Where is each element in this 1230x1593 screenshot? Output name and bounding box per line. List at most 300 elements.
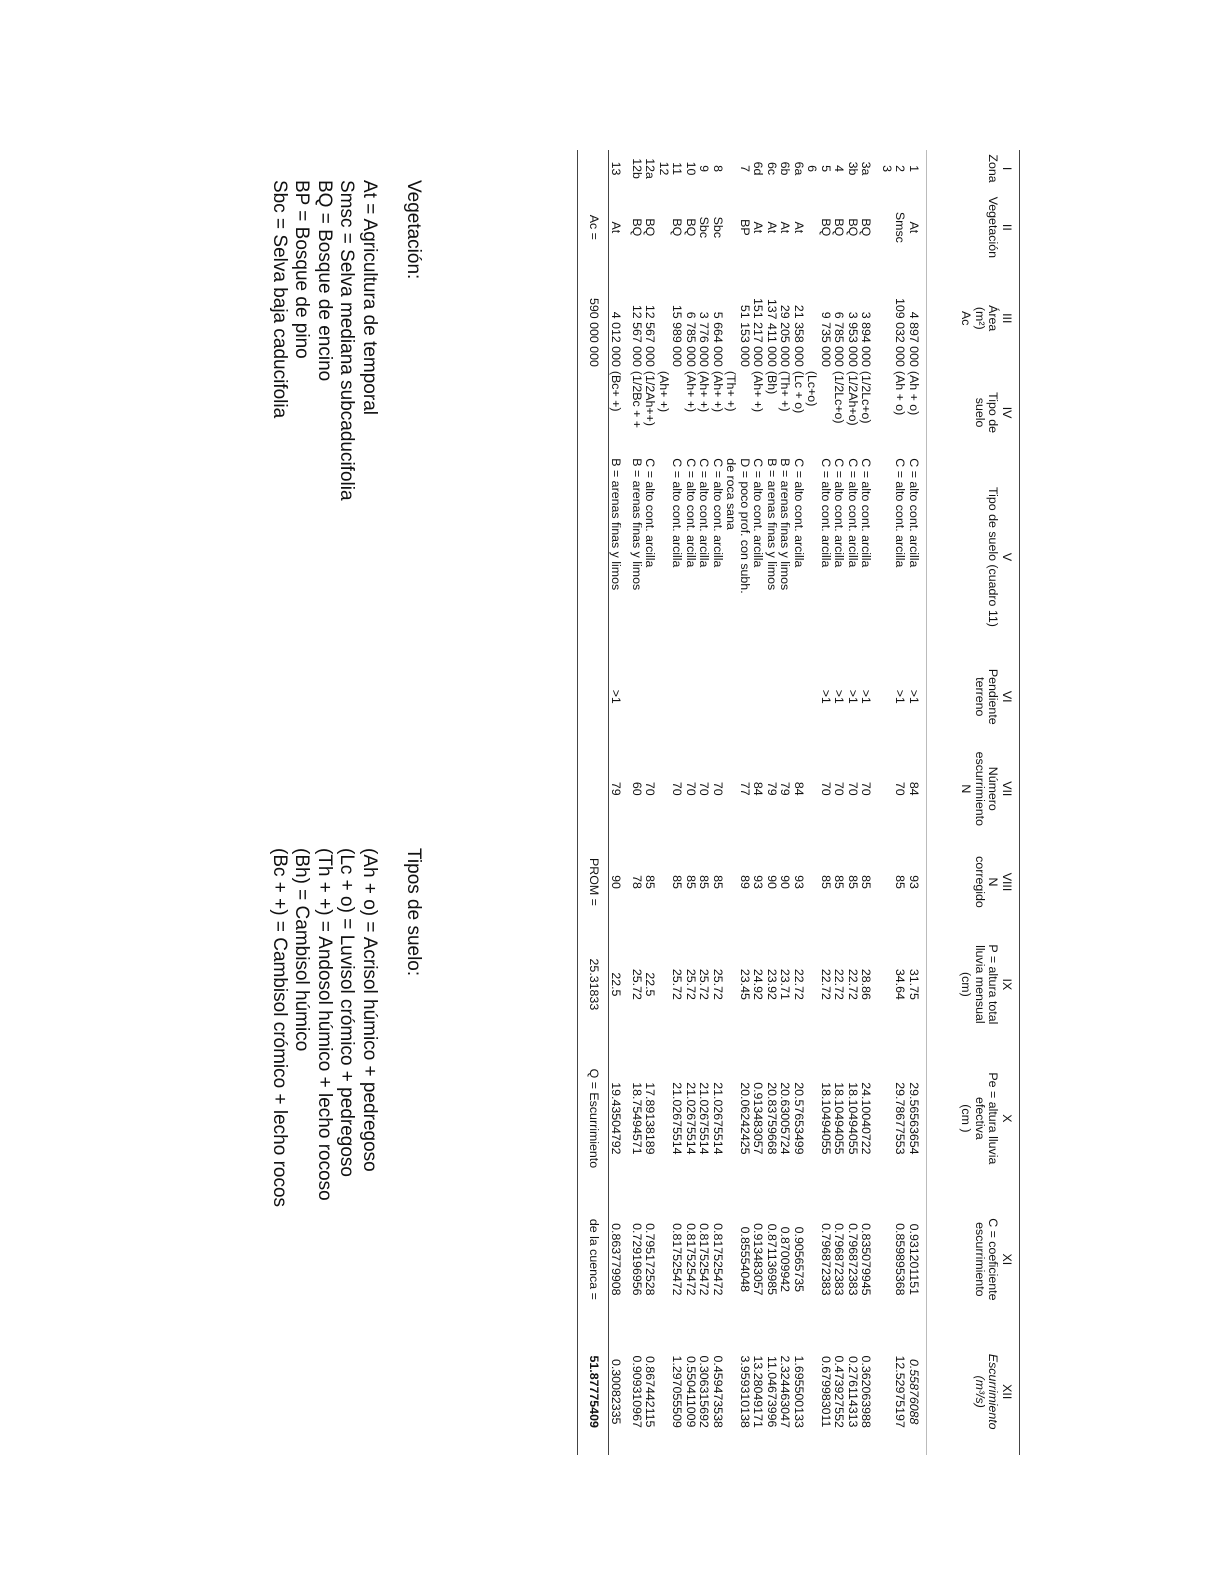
table-cell [724, 922, 738, 1046]
table-cell: (1/2Ah++) [643, 370, 658, 426]
table-cell: BQ [670, 218, 685, 237]
table-cell: At [907, 221, 921, 234]
soil-item: (Ah + o) = Acrisol húmico + pedregoso [359, 848, 380, 1172]
table-cell: 70 [697, 781, 712, 796]
table-row [609, 150, 623, 1455]
table-cell: 70 [670, 781, 685, 796]
header-line: Tipo de [986, 392, 1001, 434]
vegetation-item: At = Agricultura de temporal [359, 180, 380, 415]
table-cell: 0.817525472 [670, 1223, 685, 1296]
table-cell: BQ [859, 218, 874, 237]
header-line: N [986, 877, 1001, 887]
table-cell: 0.306315692 [697, 1355, 712, 1428]
table-cell: 8 [711, 165, 725, 172]
table-cell: 11.04673996 [765, 1355, 779, 1428]
table-cell: 20.06242425 [738, 1082, 752, 1155]
table-cell: At [765, 221, 779, 234]
spacer-row [873, 150, 880, 1455]
table-cell: 0.796872383 [819, 1223, 833, 1296]
table-cell [880, 456, 894, 657]
table-cell [697, 658, 711, 736]
header-line: VII [1000, 781, 1014, 797]
table-cell: 20.83759668 [765, 1082, 779, 1155]
table-cell: B = arenas finas y limos [630, 458, 644, 591]
header-line: (m²) [972, 306, 987, 330]
table-cell: 1.695500133 [792, 1355, 806, 1428]
table-cell: >1 [832, 689, 847, 704]
table-body [609, 150, 927, 1455]
column-header [927, 736, 1020, 842]
table-cell [657, 658, 671, 736]
vegetation-item: Sbc = Selva baja caducifolia [269, 180, 290, 419]
table-cell: 18.75494571 [630, 1082, 644, 1155]
table-cell: C = alto cont. arcilla [792, 458, 806, 568]
table-cell: 6d [751, 161, 766, 176]
table-cell: 3b [846, 161, 860, 176]
table-cell [880, 658, 894, 736]
table-cell: (Th+ +) [778, 370, 793, 412]
table-cell: 0.863779908 [609, 1223, 624, 1296]
table-cell: 85 [697, 875, 712, 889]
table-cell: 12 567 000 [643, 304, 658, 367]
spacer-row [623, 150, 630, 1455]
table-cell [880, 1047, 894, 1191]
table-cell: 25.72 [711, 968, 725, 1000]
table-cell: 3 776 000 [697, 311, 712, 367]
table-cell: 25.72 [684, 968, 698, 1000]
table-cell: 70 [893, 781, 908, 796]
table-cell [805, 268, 819, 369]
table-cell: 21.02675514 [711, 1082, 725, 1155]
table-cell [724, 658, 738, 736]
table-cell: 0.835079945 [859, 1223, 874, 1296]
table-cell: (Ah+ +) [697, 370, 712, 413]
table-cell: 12a [643, 158, 658, 179]
prom-label: PROM = [578, 842, 609, 923]
table-cell: 89 [738, 875, 752, 889]
table-cell: 25.72 [630, 968, 644, 1000]
header-line: III [1000, 313, 1014, 324]
soils-title: Tipos de suelo: [403, 848, 424, 977]
table-cell: C = alto cont. arcilla [907, 458, 921, 568]
table-cell: 0.276114313 [846, 1355, 860, 1428]
table-cell: (Ah+ +) [684, 370, 698, 413]
table-cell [657, 1047, 671, 1191]
table-cell [670, 658, 684, 736]
table-cell: 85 [711, 875, 725, 889]
table-cell: 0.859895368 [893, 1223, 908, 1296]
table-cell: 22.72 [819, 968, 833, 1000]
column-header [927, 1190, 1020, 1328]
table-cell: 6a [792, 161, 806, 176]
soil-item: (Th + +) = Andosol húmico + lecho rocoso [314, 848, 335, 1201]
table-cell: 28.86 [859, 968, 874, 1000]
soils-list [268, 848, 381, 1207]
table-cell: 70 [711, 781, 725, 796]
ac-value: 590 000 000 [578, 268, 609, 369]
table-cell [880, 268, 894, 369]
table-cell: 85 [893, 875, 908, 889]
table-cell: C = alto cont. arcilla [670, 458, 685, 568]
table-cell: >1 [609, 689, 624, 704]
table-cell [778, 658, 792, 736]
table-cell: B = arenas finas y limos [778, 458, 793, 591]
column-header [927, 187, 1020, 268]
table-cell: At [778, 221, 793, 234]
table-cell: 21 358 000 [792, 304, 806, 367]
table-cell: >1 [859, 689, 874, 704]
table-cell: 9 735 000 [819, 311, 833, 367]
table-cell: 0.795172528 [643, 1223, 658, 1296]
table-cell [738, 369, 752, 456]
table-cell: (Ah+ +) [751, 370, 766, 413]
vegetation-item: Smsc = Selva mediana subcaducifolia [336, 180, 358, 501]
table-row [792, 150, 806, 1455]
table-cell: (1/2Lc+o) [859, 370, 874, 424]
header-line: suelo [972, 397, 987, 428]
table-cell: 4 897 000 [907, 311, 921, 367]
table-cell: 90 [765, 875, 779, 889]
table-row [846, 150, 860, 1455]
table-cell: 6 785 000 [684, 311, 698, 367]
table-cell: (Lc + o) [792, 370, 806, 414]
table-cell [805, 1328, 819, 1455]
table-cell: 4 012 000 [609, 311, 624, 367]
table-cell [880, 736, 894, 842]
table-cell: 24.92 [751, 968, 766, 1000]
table-cell: 93 [751, 875, 766, 889]
table-cell [630, 658, 644, 736]
table-cell: 0.796872383 [832, 1223, 847, 1296]
table-cell: >1 [893, 689, 908, 704]
table-cell [724, 150, 738, 187]
soil-item: (Bh) = Cambisol húmico [291, 848, 313, 1052]
table-cell: 0.871136985 [765, 1223, 779, 1296]
table-cell: 21.02675514 [684, 1082, 698, 1155]
column-header [927, 268, 1020, 369]
vegetation-title: Vegetación: [403, 180, 424, 280]
column-header [927, 842, 1020, 923]
table-cell: 85 [859, 875, 874, 889]
table-row [711, 150, 725, 1455]
table-cell: (Ah+ +) [711, 370, 725, 413]
table-cell: 20.57653499 [792, 1082, 806, 1155]
table-cell: BQ [832, 218, 847, 237]
header-line: Vegetación [986, 196, 1001, 259]
header-line: XI [1000, 1253, 1014, 1266]
header-line: I [1000, 166, 1014, 171]
table-cell: C = alto cont. arcilla [832, 458, 847, 568]
column-header [927, 1328, 1020, 1455]
header-line: IV [1000, 406, 1014, 419]
table-row [907, 150, 927, 1455]
table-cell: 85 [684, 875, 698, 889]
table-cell [724, 1047, 738, 1191]
table-cell: 0.817525472 [684, 1223, 698, 1296]
table-cell: 70 [643, 781, 658, 796]
table-cell [805, 842, 819, 923]
table-cell: 0.931201151 [907, 1223, 921, 1296]
table-cell: 25.72 [670, 968, 685, 1000]
table-cell: 22.72 [846, 968, 860, 1000]
table-cell: 79 [609, 781, 624, 796]
table-cell: 70 [846, 781, 860, 796]
table-row [893, 150, 907, 1455]
header-line: VI [1000, 690, 1014, 703]
soil-item: (Bc + +) = Cambisol crómico + lecho rocos [269, 848, 290, 1208]
table-row [724, 150, 738, 1455]
table-cell: 29.78677553 [893, 1082, 908, 1155]
table-cell: 109 032 000 [893, 297, 908, 367]
header-line: V [1000, 552, 1014, 562]
table-cell: 90 [609, 875, 624, 889]
header-line: II [1000, 223, 1014, 231]
header-line: N [959, 784, 974, 794]
table-cell: (Ah + o) [893, 370, 908, 416]
table-cell: 22.5 [643, 972, 658, 997]
table-cell: 7 [738, 165, 752, 172]
table-cell: 12 567 000 [630, 304, 644, 367]
table-cell [880, 369, 894, 456]
table-cell: 22.72 [792, 968, 806, 1000]
table-cell: 85 [670, 875, 685, 889]
table-cell: 51 153 000 [738, 304, 752, 367]
table-cell: 24.10040722 [859, 1082, 874, 1155]
table-cell: 84 [907, 781, 921, 796]
rotated-page [240, 150, 1020, 1480]
table-cell: 60 [630, 781, 644, 796]
table-row [859, 150, 873, 1455]
runoff-table [577, 150, 1020, 1455]
q-label-2: de la cuenca = [578, 1190, 609, 1328]
table-cell: 0.55876088 [907, 1358, 921, 1425]
header-line: (m³/s) [972, 1375, 987, 1408]
table-cell: 2.324463047 [778, 1355, 793, 1428]
table-cell: 0.90565735 [792, 1226, 806, 1293]
table-row [819, 150, 833, 1455]
table-cell: 0.30082335 [609, 1358, 624, 1425]
table-row [670, 150, 684, 1455]
table-cell: 84 [751, 781, 766, 796]
header-line: Número [986, 766, 1001, 811]
table-cell: 0.817525472 [697, 1223, 712, 1296]
table-cell: C = alto cont. arcilla [751, 458, 766, 568]
table-cell: 3 953 000 [846, 311, 860, 367]
table-cell: (Bh) [765, 370, 779, 395]
header-line: Zona [986, 154, 1001, 183]
table-cell: 0.729196956 [630, 1223, 644, 1296]
table-cell [880, 1328, 894, 1455]
table-cell [805, 1047, 819, 1191]
table-cell: 70 [684, 781, 698, 796]
header-line: P = altura total [986, 944, 1001, 1025]
table-cell: 2 [893, 165, 908, 172]
column-header [927, 456, 1020, 657]
table-cell [805, 187, 819, 268]
table-cell: 13 [609, 161, 624, 176]
table-cell: 85 [846, 875, 860, 889]
table-cell: C = alto cont. arcilla [846, 458, 860, 568]
table-cell: 11 [670, 162, 685, 175]
table-cell: 12.52975197 [893, 1355, 908, 1428]
table-cell: C = alto cont. arcilla [711, 458, 725, 568]
table-cell: 6 [805, 165, 820, 172]
table-cell: 21.02675514 [670, 1082, 685, 1155]
table-cell [657, 1190, 671, 1328]
table-cell: At [751, 221, 766, 234]
table-cell [711, 658, 725, 736]
table-cell: 85 [819, 875, 833, 889]
table-cell: BQ [630, 218, 644, 237]
table-cell: 0.867442115 [643, 1355, 658, 1428]
header-line: Escurrimiento [986, 1353, 1001, 1430]
table-cell: B = arenas finas y limos [765, 458, 779, 591]
table-cell: 5 [819, 165, 833, 172]
table-cell [657, 842, 671, 923]
table-cell: 12b [630, 158, 644, 179]
header-line: terreno [972, 677, 987, 717]
table-cell: 0.913483057 [751, 1223, 766, 1296]
table-row [643, 150, 657, 1455]
table-cell: de roca sana [724, 458, 739, 530]
table-cell: 25.72 [697, 968, 712, 1000]
table-cell [880, 922, 894, 1046]
header-line: Área [986, 305, 1001, 332]
table-cell: 18.10494055 [832, 1082, 847, 1155]
header-line: (cm) [959, 971, 974, 997]
table-cell: (Bc+ +) [609, 370, 624, 412]
ac-label: Ac = [578, 187, 609, 268]
table-cell [805, 1190, 819, 1328]
table-cell [751, 658, 765, 736]
table-row [738, 150, 752, 1455]
table-cell: BQ [684, 218, 698, 237]
table-cell: (Th+ +) [724, 370, 739, 412]
table-header [927, 150, 1020, 1455]
table-cell: 29 205 000 [778, 304, 793, 367]
table-cell: 31.75 [907, 968, 921, 1000]
table-cell: 70 [832, 781, 847, 796]
header-line: Pe = altura lluvia [986, 1072, 1001, 1165]
column-header [927, 150, 1020, 187]
table-cell: 3.959310138 [738, 1355, 752, 1428]
table-cell: 23.45 [738, 968, 752, 1000]
table-cell [805, 736, 819, 842]
table-cell [805, 658, 819, 736]
table-cell: 12 [657, 161, 671, 176]
table-cell: 84 [792, 781, 806, 796]
table-row [765, 150, 779, 1455]
vegetation-list [268, 180, 381, 501]
table-row [880, 150, 894, 1455]
table-cell: (1/2Ah+o) [846, 370, 860, 426]
table-cell: (1/2Bc + + [630, 370, 644, 429]
table-cell: 3a [859, 161, 874, 176]
table-cell: BQ [643, 218, 658, 237]
table-cell: 0.817525472 [711, 1223, 725, 1296]
table-cell: 93 [907, 875, 921, 889]
table-cell: 9 [697, 165, 712, 172]
table-cell: 13.28049171 [751, 1355, 766, 1428]
table-cell: 19.43504792 [609, 1082, 624, 1155]
header-line: corregido [972, 856, 987, 908]
table-cell: 70 [819, 781, 833, 796]
header-line: X [1000, 1114, 1014, 1123]
table-cell [805, 456, 819, 657]
column-header [927, 1047, 1020, 1191]
table-cell [724, 1190, 738, 1328]
table-cell: >1 [819, 689, 833, 704]
table-cell [657, 187, 671, 268]
table-cell: 0.87009942 [778, 1226, 793, 1293]
table-row [684, 150, 698, 1455]
table-cell [657, 456, 671, 657]
table-cell: C = alto cont. arcilla [859, 458, 874, 568]
total-row [578, 150, 609, 1455]
column-header [927, 658, 1020, 736]
table-cell: C = alto cont. arcilla [643, 458, 658, 568]
table-cell: 90 [778, 875, 793, 889]
table-cell [738, 658, 752, 736]
table-row [751, 150, 765, 1455]
table-cell [724, 268, 738, 369]
table-cell [724, 1328, 738, 1455]
table-cell [765, 658, 779, 736]
table-cell [792, 658, 806, 736]
table-cell [880, 842, 894, 923]
table-cell: 23.71 [778, 968, 793, 1000]
table-cell: 18.10494055 [846, 1082, 860, 1155]
prom-value: 25.31833 [578, 922, 609, 1046]
table-cell: 0.362063988 [859, 1355, 874, 1428]
header-line: efectiva [972, 1097, 987, 1140]
table-cell: 151 217 000 [751, 297, 766, 367]
table-cell [724, 187, 738, 268]
table-cell: BP [738, 219, 752, 236]
table-cell: 137 411 000 [765, 298, 779, 367]
table-cell: 79 [778, 781, 793, 796]
table-cell: 70 [859, 781, 874, 796]
table-cell [805, 922, 819, 1046]
header-line: Tipo de suelo (cuadro 11) [986, 487, 1001, 627]
header-line: VIII [1000, 872, 1014, 892]
q-value: 51.87775409 [578, 1328, 609, 1455]
table-cell: 22.72 [832, 968, 847, 1000]
table-cell: 0.473927552 [832, 1355, 847, 1428]
table-cell [880, 187, 894, 268]
table-cell: 4 [832, 165, 847, 172]
table-row [697, 150, 711, 1455]
table-cell: 0.459473538 [711, 1355, 725, 1428]
table-cell: 18.10494055 [819, 1082, 833, 1155]
table-cell [657, 1328, 671, 1455]
table-cell [724, 842, 738, 923]
table-cell: 0.796872383 [846, 1223, 860, 1296]
table-cell [724, 736, 738, 842]
table-cell: (1/2Lc+o) [832, 370, 847, 424]
header-line: escurrimiento [972, 1222, 987, 1297]
vegetation-item: BP = Bosque de pino [291, 180, 313, 359]
table-cell: Sbc [711, 216, 725, 239]
table-cell: 34.64 [893, 968, 908, 1000]
header-line: C = coeficiente [986, 1218, 1001, 1301]
table-cell: 85 [643, 875, 658, 889]
table-cell: At [609, 221, 624, 234]
header-line: Pendiente [986, 668, 1001, 725]
table-cell: C = alto cont. arcilla [684, 458, 698, 568]
table-cell [657, 922, 671, 1046]
table-cell: 3 [880, 165, 894, 172]
